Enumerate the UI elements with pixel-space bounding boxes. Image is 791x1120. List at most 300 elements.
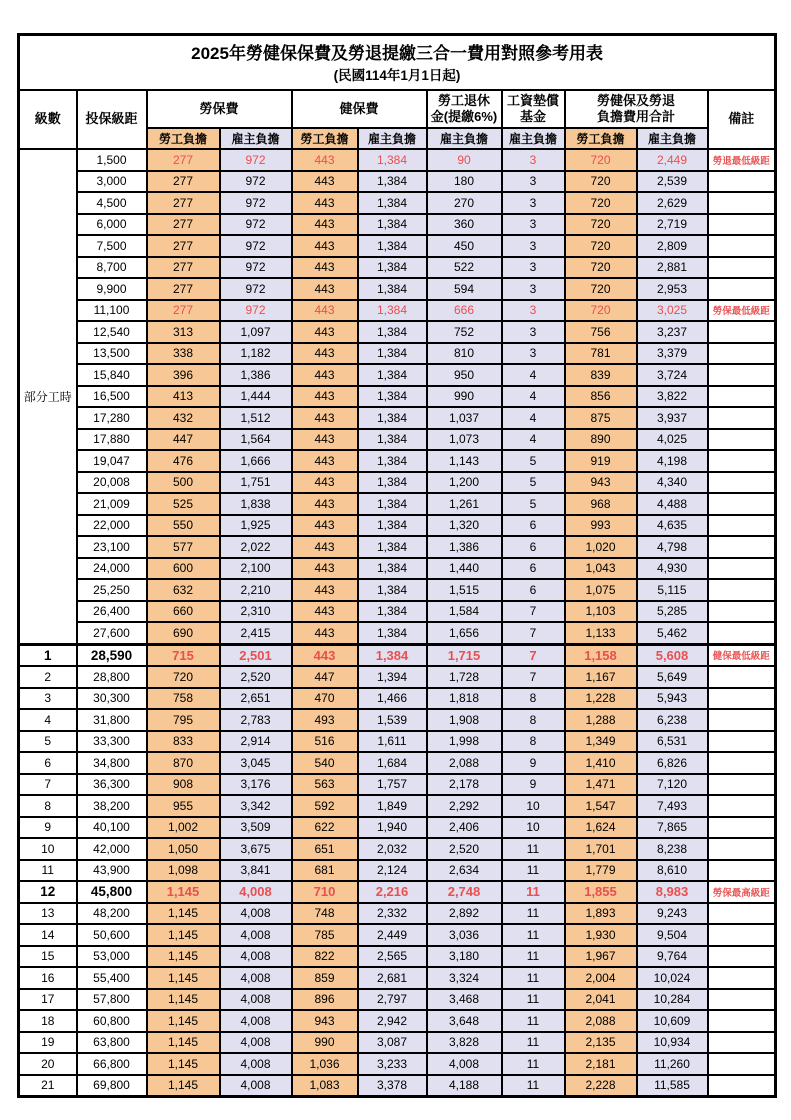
labor-employee-cell: 1,145	[147, 924, 220, 946]
labor-employee-cell: 1,145	[147, 989, 220, 1011]
total-employer-cell: 2,449	[637, 149, 708, 171]
total-employer-cell: 2,629	[637, 192, 708, 214]
bracket-cell: 11,100	[77, 300, 147, 322]
health-employee-cell: 1,083	[292, 1075, 358, 1097]
remark-cell	[708, 386, 776, 408]
remark-cell	[708, 536, 776, 558]
health-employer-cell: 2,565	[358, 946, 427, 968]
bracket-cell: 69,800	[77, 1075, 147, 1097]
health-employer-cell: 1,384	[358, 579, 427, 601]
pension-employer-cell: 950	[427, 364, 502, 386]
total-employer-cell: 4,198	[637, 450, 708, 472]
table-row	[19, 817, 776, 839]
pension-employer-cell: 1,261	[427, 493, 502, 515]
labor-employer-cell: 2,501	[220, 644, 292, 666]
level-cell: 5	[19, 731, 77, 753]
total-employer-cell: 9,764	[637, 946, 708, 968]
pension-employer-cell: 3,324	[427, 967, 502, 989]
wage-fund-employer-cell: 5	[502, 450, 565, 472]
labor-employee-cell: 795	[147, 709, 220, 731]
bracket-cell: 3,000	[77, 171, 147, 193]
wage-fund-employer-cell: 3	[502, 235, 565, 257]
health-employer-cell: 3,233	[358, 1053, 427, 1075]
labor-employer-cell: 3,342	[220, 795, 292, 817]
health-employee-cell: 540	[292, 752, 358, 774]
pension-employer-cell: 1,728	[427, 666, 502, 688]
table-row	[19, 622, 776, 644]
level-cell: 10	[19, 838, 77, 860]
total-employer-cell: 2,539	[637, 171, 708, 193]
labor-employer-cell: 4,008	[220, 989, 292, 1011]
pension-employer-cell: 2,892	[427, 903, 502, 925]
table-row	[19, 688, 776, 710]
labor-employee-cell: 955	[147, 795, 220, 817]
health-employee-cell: 651	[292, 838, 358, 860]
health-employee-cell: 943	[292, 1010, 358, 1032]
table-row	[19, 149, 776, 171]
labor-employer-cell: 1,564	[220, 429, 292, 451]
health-employer-cell: 1,384	[358, 472, 427, 494]
health-employee-cell: 443	[292, 171, 358, 193]
total-employee-cell: 943	[565, 472, 637, 494]
bracket-cell: 31,800	[77, 709, 147, 731]
pension-employer-cell: 2,178	[427, 774, 502, 796]
health-employee-cell: 443	[292, 214, 358, 236]
level-cell: 9	[19, 817, 77, 839]
health-employee-cell: 443	[292, 472, 358, 494]
health-employee-cell: 443	[292, 192, 358, 214]
table-row	[19, 666, 776, 688]
table-row	[19, 214, 776, 236]
health-employer-cell: 1,384	[358, 300, 427, 322]
wage-fund-employer-cell: 10	[502, 817, 565, 839]
bracket-cell: 13,500	[77, 343, 147, 365]
remark-cell	[708, 666, 776, 688]
bracket-cell: 16,500	[77, 386, 147, 408]
level-cell: 3	[19, 688, 77, 710]
pension-employer-cell: 1,908	[427, 709, 502, 731]
labor-employee-cell: 447	[147, 429, 220, 451]
labor-employer-cell: 1,512	[220, 407, 292, 429]
subcol-labor-employer: 雇主負擔	[220, 128, 292, 149]
table-body	[19, 149, 776, 1097]
remark-cell	[708, 171, 776, 193]
health-employee-cell: 443	[292, 429, 358, 451]
labor-employee-cell: 550	[147, 515, 220, 537]
health-employee-cell: 710	[292, 881, 358, 903]
total-employee-cell: 720	[565, 235, 637, 257]
labor-employer-cell: 2,914	[220, 731, 292, 753]
labor-employer-cell: 4,008	[220, 967, 292, 989]
total-employee-cell: 1,158	[565, 644, 637, 666]
total-employer-cell: 3,237	[637, 321, 708, 343]
table-row	[19, 364, 776, 386]
total-employee-cell: 1,893	[565, 903, 637, 925]
total-employee-cell: 1,547	[565, 795, 637, 817]
table-row	[19, 924, 776, 946]
total-employee-cell: 1,349	[565, 731, 637, 753]
pension-employer-cell: 990	[427, 386, 502, 408]
remark-cell	[708, 860, 776, 882]
labor-employer-cell: 3,509	[220, 817, 292, 839]
wage-fund-employer-cell: 11	[502, 1075, 565, 1097]
table-row	[19, 860, 776, 882]
labor-employer-cell: 1,182	[220, 343, 292, 365]
labor-employer-cell: 972	[220, 235, 292, 257]
labor-employer-cell: 1,386	[220, 364, 292, 386]
labor-employer-cell: 2,651	[220, 688, 292, 710]
total-employer-cell: 10,024	[637, 967, 708, 989]
bracket-cell: 6,000	[77, 214, 147, 236]
table-row	[19, 515, 776, 537]
total-employee-cell: 720	[565, 192, 637, 214]
bracket-cell: 30,300	[77, 688, 147, 710]
pension-employer-cell: 1,818	[427, 688, 502, 710]
table-row	[19, 881, 776, 903]
labor-employee-cell: 660	[147, 601, 220, 623]
bracket-cell: 63,800	[77, 1032, 147, 1054]
wage-fund-employer-cell: 3	[502, 149, 565, 171]
table-row	[19, 472, 776, 494]
table-row	[19, 386, 776, 408]
labor-employee-cell: 1,050	[147, 838, 220, 860]
wage-fund-employer-cell: 7	[502, 622, 565, 644]
total-employer-cell: 10,934	[637, 1032, 708, 1054]
wage-fund-employer-cell: 4	[502, 429, 565, 451]
labor-employee-cell: 500	[147, 472, 220, 494]
remark-cell	[708, 752, 776, 774]
pension-employer-cell: 3,180	[427, 946, 502, 968]
pension-employer-cell: 450	[427, 235, 502, 257]
labor-employee-cell: 396	[147, 364, 220, 386]
total-employer-cell: 9,504	[637, 924, 708, 946]
total-employee-cell: 720	[565, 171, 637, 193]
wage-fund-employer-cell: 3	[502, 278, 565, 300]
total-employee-cell: 1,701	[565, 838, 637, 860]
total-employer-cell: 8,610	[637, 860, 708, 882]
remark-cell	[708, 795, 776, 817]
pension-employer-cell: 360	[427, 214, 502, 236]
labor-employer-cell: 3,841	[220, 860, 292, 882]
health-employee-cell: 443	[292, 579, 358, 601]
remark-cell	[708, 515, 776, 537]
wage-fund-employer-cell: 4	[502, 407, 565, 429]
bracket-cell: 60,800	[77, 1010, 147, 1032]
labor-employer-cell: 972	[220, 192, 292, 214]
remark-cell	[708, 903, 776, 925]
total-employer-cell: 5,115	[637, 579, 708, 601]
health-employer-cell: 1,757	[358, 774, 427, 796]
bracket-cell: 38,200	[77, 795, 147, 817]
labor-employee-cell: 1,145	[147, 903, 220, 925]
pension-employer-cell: 1,320	[427, 515, 502, 537]
labor-employee-cell: 338	[147, 343, 220, 365]
wage-fund-employer-cell: 7	[502, 644, 565, 666]
bracket-cell: 22,000	[77, 515, 147, 537]
wage-fund-employer-cell: 8	[502, 731, 565, 753]
health-employee-cell: 748	[292, 903, 358, 925]
bracket-cell: 7,500	[77, 235, 147, 257]
wage-fund-employer-cell: 6	[502, 579, 565, 601]
wage-fund-employer-cell: 4	[502, 364, 565, 386]
bracket-cell: 53,000	[77, 946, 147, 968]
pension-employer-cell: 2,406	[427, 817, 502, 839]
table-row	[19, 300, 776, 322]
total-employer-cell: 4,488	[637, 493, 708, 515]
level-cell: 15	[19, 946, 77, 968]
labor-employer-cell: 4,008	[220, 1010, 292, 1032]
health-employer-cell: 1,384	[358, 386, 427, 408]
remark-cell	[708, 601, 776, 623]
wage-fund-employer-cell: 3	[502, 257, 565, 279]
total-employee-cell: 1,624	[565, 817, 637, 839]
labor-employee-cell: 1,145	[147, 967, 220, 989]
remark-cell	[708, 731, 776, 753]
health-employee-cell: 990	[292, 1032, 358, 1054]
labor-employer-cell: 972	[220, 300, 292, 322]
premium-reference-table	[17, 33, 777, 1098]
total-employer-cell: 11,260	[637, 1053, 708, 1075]
health-employer-cell: 1,849	[358, 795, 427, 817]
total-employee-cell: 1,471	[565, 774, 637, 796]
total-employee-cell: 1,020	[565, 536, 637, 558]
bracket-cell: 34,800	[77, 752, 147, 774]
labor-employer-cell: 2,783	[220, 709, 292, 731]
health-employer-cell: 1,940	[358, 817, 427, 839]
labor-employee-cell: 277	[147, 300, 220, 322]
total-employee-cell: 1,228	[565, 688, 637, 710]
subcol-total-employer: 雇主負擔	[637, 128, 708, 149]
total-employer-cell: 10,284	[637, 989, 708, 1011]
total-employer-cell: 10,609	[637, 1010, 708, 1032]
labor-employer-cell: 972	[220, 214, 292, 236]
total-employer-cell: 4,635	[637, 515, 708, 537]
health-employer-cell: 1,539	[358, 709, 427, 731]
total-employer-cell: 6,238	[637, 709, 708, 731]
remark-cell	[708, 407, 776, 429]
labor-employee-cell: 277	[147, 171, 220, 193]
level-cell: 6	[19, 752, 77, 774]
wage-fund-employer-cell: 11	[502, 967, 565, 989]
total-header-line1: 勞健保及勞退	[596, 92, 675, 108]
bracket-cell: 27,600	[77, 622, 147, 644]
col-header-remark: 備註	[708, 90, 776, 149]
pension-employer-cell: 1,073	[427, 429, 502, 451]
health-employer-cell: 1,384	[358, 450, 427, 472]
total-employee-cell: 839	[565, 364, 637, 386]
level-cell: 17	[19, 989, 77, 1011]
remark-cell	[708, 1075, 776, 1097]
table-row	[19, 1075, 776, 1097]
health-employee-cell: 443	[292, 493, 358, 515]
total-employee-cell: 1,043	[565, 558, 637, 580]
remark-cell	[708, 709, 776, 731]
remark-cell	[708, 838, 776, 860]
health-employee-cell: 447	[292, 666, 358, 688]
total-header-line2: 負擔費用合計	[596, 109, 675, 124]
wage-fund-employer-cell: 11	[502, 1010, 565, 1032]
health-employer-cell: 1,384	[358, 622, 427, 644]
labor-employee-cell: 277	[147, 257, 220, 279]
table-row	[19, 1053, 776, 1075]
labor-employer-cell: 4,008	[220, 1075, 292, 1097]
pension-employer-cell: 3,648	[427, 1010, 502, 1032]
remark-cell	[708, 364, 776, 386]
bracket-cell: 1,500	[77, 149, 147, 171]
table-row	[19, 795, 776, 817]
bracket-cell: 8,700	[77, 257, 147, 279]
wage-fund-employer-cell: 3	[502, 171, 565, 193]
pension-employer-cell: 1,386	[427, 536, 502, 558]
health-employer-cell: 1,384	[358, 171, 427, 193]
wage-fund-employer-cell: 4	[502, 386, 565, 408]
remark-cell	[708, 257, 776, 279]
bracket-cell: 23,100	[77, 536, 147, 558]
total-employer-cell: 8,238	[637, 838, 708, 860]
pension-employer-cell: 2,748	[427, 881, 502, 903]
table-row	[19, 450, 776, 472]
table-row	[19, 429, 776, 451]
wage-fund-employer-cell: 5	[502, 472, 565, 494]
health-employee-cell: 443	[292, 257, 358, 279]
total-employer-cell: 4,340	[637, 472, 708, 494]
bracket-cell: 26,400	[77, 601, 147, 623]
col-header-total	[565, 90, 708, 128]
total-employee-cell: 890	[565, 429, 637, 451]
table-row	[19, 321, 776, 343]
level-cell: 2	[19, 666, 77, 688]
subcol-wage-fund-employer: 雇主負擔	[502, 128, 565, 149]
bracket-cell: 28,590	[77, 644, 147, 666]
level-cell: 18	[19, 1010, 77, 1032]
wage-fund-employer-cell: 3	[502, 214, 565, 236]
total-employer-cell: 3,025	[637, 300, 708, 322]
level-cell: 14	[19, 924, 77, 946]
table-row	[19, 752, 776, 774]
bracket-cell: 33,300	[77, 731, 147, 753]
table-row	[19, 278, 776, 300]
health-employer-cell: 1,384	[358, 601, 427, 623]
table-row	[19, 1032, 776, 1054]
pension-employer-cell: 2,088	[427, 752, 502, 774]
total-employer-cell: 5,285	[637, 601, 708, 623]
bracket-cell: 28,800	[77, 666, 147, 688]
labor-employee-cell: 577	[147, 536, 220, 558]
total-employer-cell: 5,649	[637, 666, 708, 688]
health-employee-cell: 563	[292, 774, 358, 796]
remark-cell	[708, 967, 776, 989]
health-employee-cell: 443	[292, 622, 358, 644]
bracket-cell: 55,400	[77, 967, 147, 989]
health-employee-cell: 443	[292, 558, 358, 580]
pension-employer-cell: 1,656	[427, 622, 502, 644]
labor-employer-cell: 3,675	[220, 838, 292, 860]
labor-employee-cell: 277	[147, 278, 220, 300]
table-row	[19, 558, 776, 580]
table-row	[19, 192, 776, 214]
health-employer-cell: 2,124	[358, 860, 427, 882]
level-cell: 20	[19, 1053, 77, 1075]
labor-employer-cell: 972	[220, 149, 292, 171]
labor-employee-cell: 1,145	[147, 1075, 220, 1097]
bracket-cell: 20,008	[77, 472, 147, 494]
total-employee-cell: 919	[565, 450, 637, 472]
total-employer-cell: 4,798	[637, 536, 708, 558]
subcol-pension-employer: 雇主負擔	[427, 128, 502, 149]
health-employer-cell: 2,216	[358, 881, 427, 903]
remark-cell	[708, 579, 776, 601]
wage-fund-employer-cell: 11	[502, 860, 565, 882]
total-employer-cell: 3,724	[637, 364, 708, 386]
table-row	[19, 774, 776, 796]
labor-employee-cell: 476	[147, 450, 220, 472]
table-row	[19, 579, 776, 601]
remark-cell	[708, 558, 776, 580]
pension-employer-cell: 752	[427, 321, 502, 343]
health-employer-cell: 3,378	[358, 1075, 427, 1097]
health-employee-cell: 785	[292, 924, 358, 946]
pension-employer-cell: 810	[427, 343, 502, 365]
total-employer-cell: 6,826	[637, 752, 708, 774]
remark-cell	[708, 343, 776, 365]
total-employer-cell: 3,822	[637, 386, 708, 408]
pension-employer-cell: 594	[427, 278, 502, 300]
wage-fund-employer-cell: 11	[502, 881, 565, 903]
title-cell	[19, 35, 776, 91]
pension-employer-cell: 522	[427, 257, 502, 279]
wage-fund-employer-cell: 11	[502, 838, 565, 860]
health-employee-cell: 443	[292, 644, 358, 666]
labor-employer-cell: 1,444	[220, 386, 292, 408]
health-employer-cell: 1,384	[358, 278, 427, 300]
labor-employer-cell: 2,210	[220, 579, 292, 601]
health-employer-cell: 1,611	[358, 731, 427, 753]
pension-header-line2: 金(提繳6%)	[430, 109, 498, 124]
subcol-health-employer: 雇主負擔	[358, 128, 427, 149]
labor-employer-cell: 4,008	[220, 924, 292, 946]
health-employee-cell: 443	[292, 321, 358, 343]
total-employer-cell: 7,865	[637, 817, 708, 839]
total-employer-cell: 9,243	[637, 903, 708, 925]
table-row	[19, 989, 776, 1011]
table-row	[19, 257, 776, 279]
health-employee-cell: 1,036	[292, 1053, 358, 1075]
total-employee-cell: 720	[565, 149, 637, 171]
total-employee-cell: 1,288	[565, 709, 637, 731]
remark-cell	[708, 214, 776, 236]
total-employee-cell: 1,103	[565, 601, 637, 623]
health-employer-cell: 1,384	[358, 429, 427, 451]
wage-fund-header-line1: 工資墊償	[506, 92, 559, 108]
labor-employer-cell: 4,008	[220, 881, 292, 903]
health-employer-cell: 2,681	[358, 967, 427, 989]
total-employee-cell: 1,930	[565, 924, 637, 946]
remark-cell	[708, 493, 776, 515]
col-header-level: 級數	[19, 90, 77, 149]
remark-cell: 健保最低級距	[708, 644, 776, 666]
total-employer-cell: 7,120	[637, 774, 708, 796]
health-employee-cell: 443	[292, 601, 358, 623]
remark-cell	[708, 1032, 776, 1054]
bracket-cell: 15,840	[77, 364, 147, 386]
bracket-cell: 57,800	[77, 989, 147, 1011]
wage-fund-employer-cell: 3	[502, 300, 565, 322]
pension-employer-cell: 3,828	[427, 1032, 502, 1054]
labor-employee-cell: 313	[147, 321, 220, 343]
remark-cell	[708, 1010, 776, 1032]
remark-cell	[708, 192, 776, 214]
bracket-cell: 48,200	[77, 903, 147, 925]
